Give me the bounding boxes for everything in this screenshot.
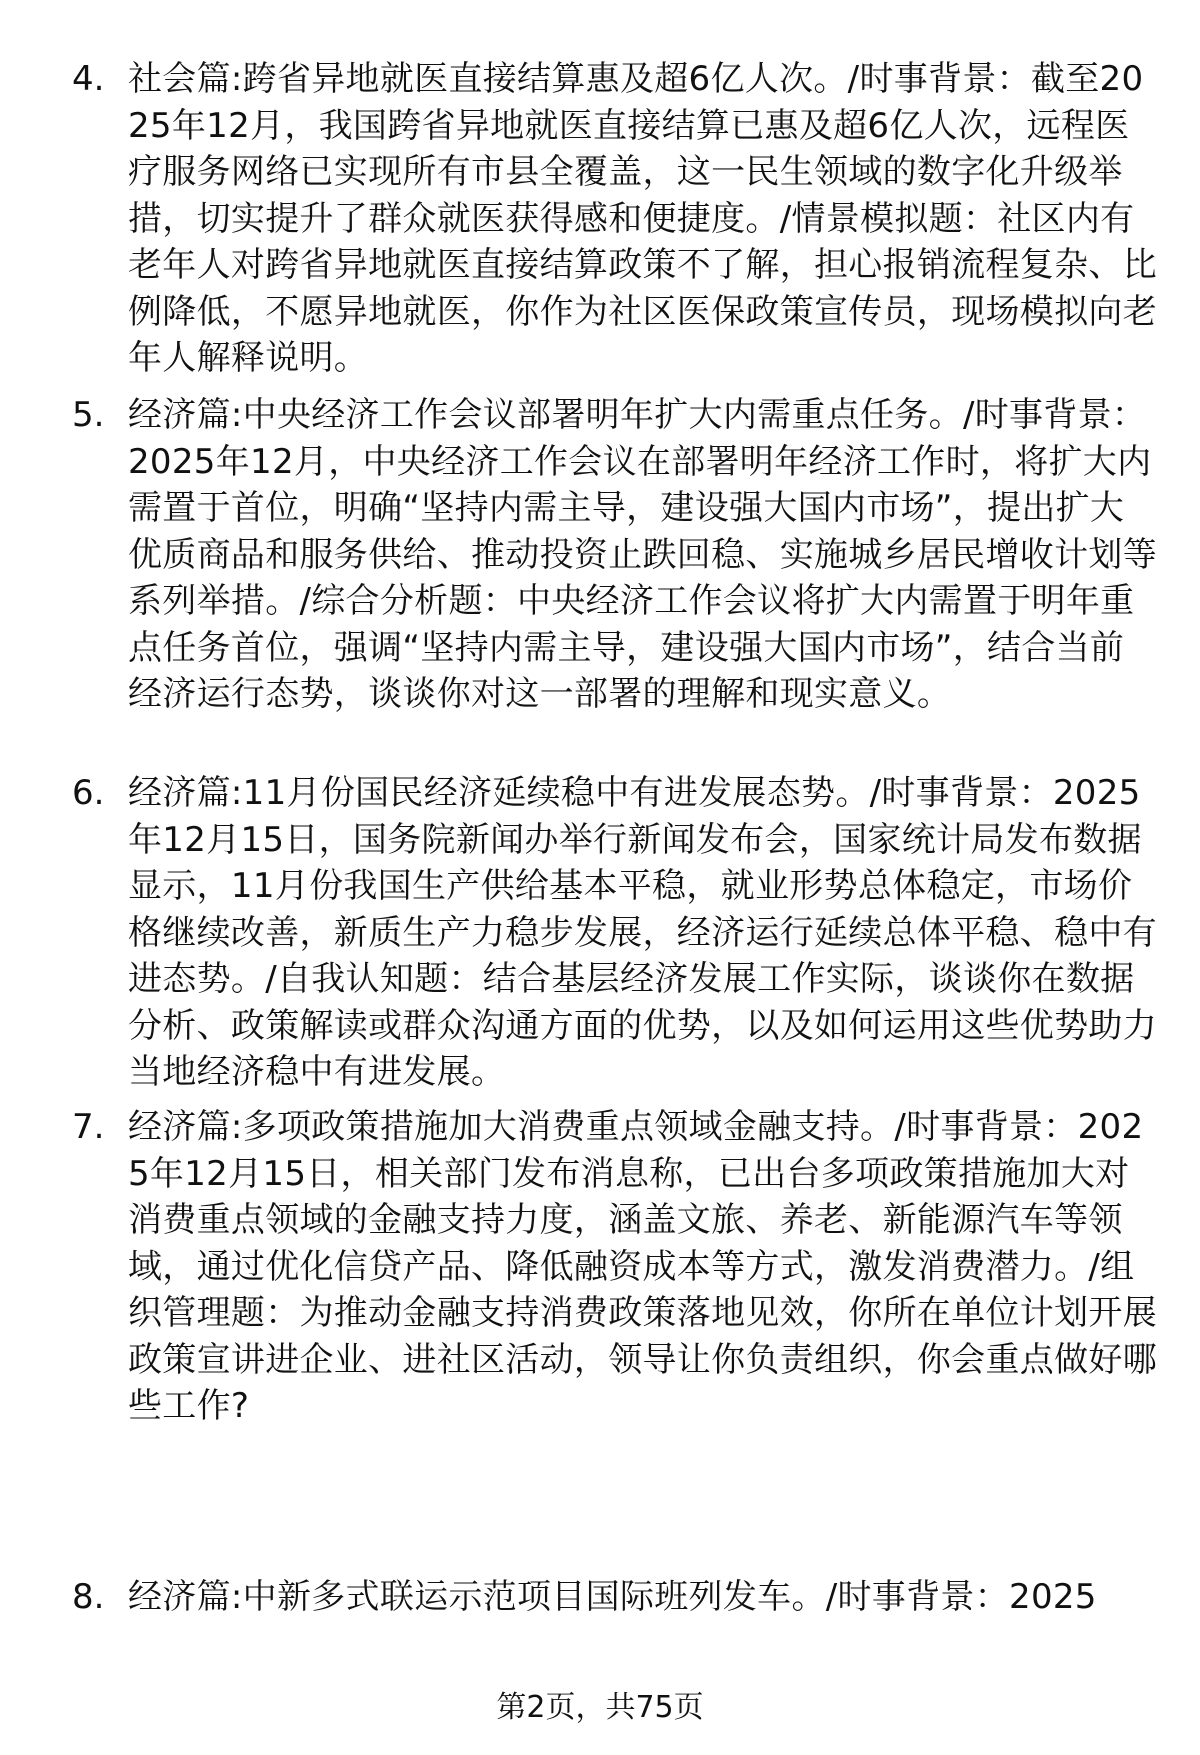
item-number: 8. — [72, 1577, 105, 1617]
item-text: 经济篇:多项政策措施加大消费重点领域金融支持。/时事背景：2025年12月15日，相关部门发布消息称，已出台多项政策措施加大对消费重点领域的金融支持力度，涵盖文旅、养老、新能源汽车等领域，通过优化信贷产品、降低融资成本等方式，激发消费潜力。/组织管理题：为推动金融支持消费政策落地见效，你所在单位计划开展政策宣讲进企业、进社区活动，领导让你负责组织，你会重点做好哪些工作? — [128, 1107, 1157, 1426]
item-number: 6. — [72, 773, 105, 813]
item-text: 经济篇:中央经济工作会议部署明年扩大内需重点任务。/时事背景：2025年12月，中央经济工作会议在部署明年经济工作时，将扩大内需置于首位，明确“坚持内需主导，建设强大国内市场”，提出扩大优质商品和服务供给、推动投资止跌回稳、实施城乡居民增收计划等系列举措。/综合分析题：中央经济工作会议将扩大内需置于明年重点任务首位，强调“坚持内需主导，建设强大国内市场”，结合当前经济运行态势，谈谈你对这一部署的理解和现实意义。 — [128, 395, 1157, 714]
item-text: 经济篇:中新多式联运示范项目国际班列发车。/时事背景：2025 — [128, 1577, 1097, 1617]
page-footer: 第2页，共75页 — [496, 1690, 704, 1725]
item-number: 7. — [72, 1107, 105, 1147]
item-number: 5. — [72, 395, 105, 435]
item-text: 经济篇:11月份国民经济延续稳中有进发展态势。/时事背景：2025年12月15日，国务院新闻办举行新闻发布会，国家统计局发布数据显示，11月份我国生产供给基本平稳，就业形势总体稳定，市场价格继续改善，新质生产力稳步发展，经济运行延续总体平稳、稳中有进态势。/自我认知题：结合基层经济发展工作实际，谈谈你在数据分析、政策解读或群众沟通方面的优势，以及如何运用这些优势助力当地经济稳中有进发展。 — [128, 773, 1157, 1092]
item-text: 社会篇:跨省异地就医直接结算惠及超6亿人次。/时事背景：截至2025年12月，我国跨省异地就医直接结算已惠及超6亿人次，远程医疗服务网络已实现所有市县全覆盖，这一民生领域的数字化升级举措，切实提升了群众就医获得感和便捷度。/情景模拟题：社区内有老年人对跨省异地就医直接结算政策不了解，担心报销流程复杂、比例降低，不愿异地就医，你作为社区医保政策宣传员，现场模拟向老年人解释说明。 — [128, 59, 1157, 378]
item-number: 4. — [72, 59, 105, 99]
